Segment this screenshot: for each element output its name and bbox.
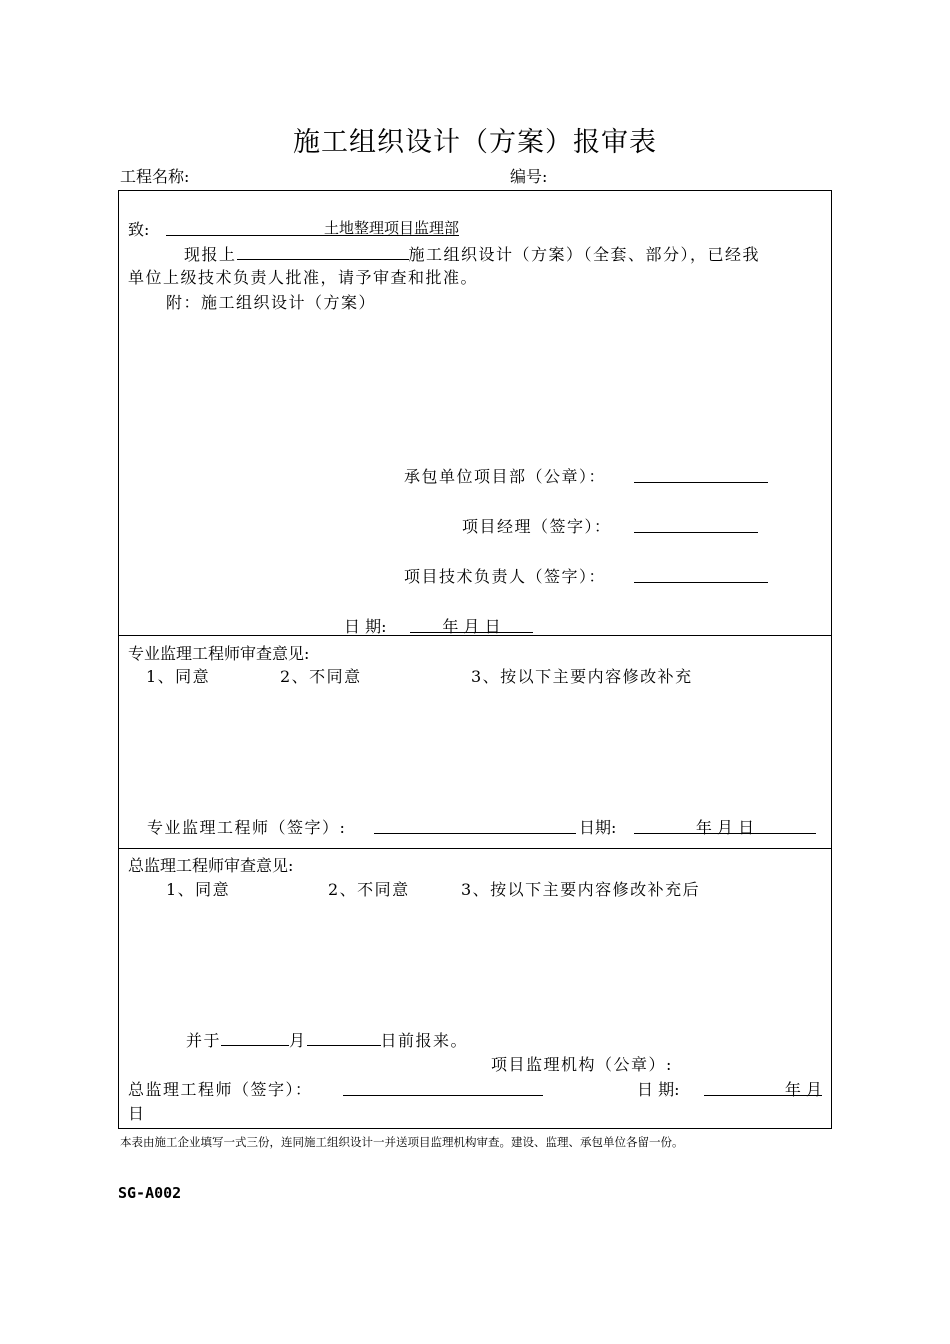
- submit-line-1: [184, 241, 760, 265]
- to-label: 致:: [128, 220, 150, 239]
- project-name-label: 工程名称:: [120, 167, 190, 186]
- to-value: 土地整理项目监理部: [323, 219, 459, 237]
- deadline-prefix: 并于: [186, 1031, 222, 1050]
- contractor-seal-label: 承包单位项目部（公章）：: [404, 467, 607, 486]
- attachment-line: 附：施工组织设计（方案）: [166, 293, 377, 312]
- chief-sign-label: 总监理工程师（签字）：: [128, 1080, 313, 1099]
- submit-prefix: 现报上: [184, 245, 237, 264]
- engineer-sign-label: 专业监理工程师（签字）:: [147, 818, 347, 837]
- page-title: 施工组织设计（方案）报审表: [293, 127, 657, 158]
- chief-date-label: 日 期:: [637, 1080, 680, 1099]
- engineer-date-field[interactable]: [634, 815, 816, 837]
- chief-sign-field[interactable]: [343, 1077, 543, 1100]
- deadline-day-field[interactable]: [307, 1027, 381, 1046]
- engineer-option-revise[interactable]: 3、按以下主要内容修改补充: [471, 667, 693, 686]
- chief-date-field[interactable]: [704, 1077, 822, 1099]
- deadline-month-label: 月: [289, 1031, 307, 1050]
- deadline-month-field[interactable]: [221, 1027, 289, 1046]
- to-field[interactable]: [166, 217, 459, 237]
- engineer-date-value: 年 月 日: [695, 818, 755, 837]
- chief-date-day: 日: [128, 1104, 145, 1123]
- engineer-option-disagree[interactable]: 2、不同意: [280, 667, 362, 686]
- contractor-seal-field[interactable]: [634, 464, 768, 487]
- date-field[interactable]: [410, 614, 533, 636]
- deadline-line: [186, 1027, 468, 1051]
- supervision-org-seal-label: 项目监理机构（公章）:: [491, 1055, 673, 1074]
- form-code: SG-A002: [118, 1184, 182, 1202]
- chief-review-heading: 总监理工程师审查意见:: [128, 856, 294, 875]
- tech-sign-field[interactable]: [634, 564, 768, 587]
- deadline-suffix: 日前报来。: [380, 1031, 469, 1050]
- date-value: 年 月 日: [442, 617, 501, 636]
- plan-name-field[interactable]: [237, 241, 409, 260]
- chief-option-agree[interactable]: 1、同意: [166, 880, 231, 899]
- footer-note: 本表由施工企业填写一式三份，连同施工组织设计一并送项目监理机构审查。建设、监理、承包单位各留一份。: [120, 1135, 684, 1149]
- engineer-date-label: 日期:: [579, 818, 617, 837]
- engineer-sign-field[interactable]: [374, 815, 576, 838]
- date-label: 日 期:: [344, 617, 387, 636]
- number-label: 编号:: [510, 167, 548, 186]
- pm-sign-label: 项目经理（签字）：: [462, 517, 612, 536]
- tech-sign-label: 项目技术负责人（签字）：: [404, 567, 607, 586]
- chief-option-disagree[interactable]: 2、不同意: [328, 880, 410, 899]
- submit-line-2: 单位上级技术负责人批准，请予审查和批准。: [128, 268, 479, 287]
- pm-sign-field[interactable]: [634, 514, 758, 537]
- chief-option-revise[interactable]: 3、按以下主要内容修改补充后: [461, 880, 701, 899]
- engineer-option-agree[interactable]: 1、同意: [146, 667, 211, 686]
- chief-date-value: 年 月: [784, 1080, 822, 1099]
- engineer-review-heading: 专业监理工程师审查意见:: [128, 644, 310, 663]
- submit-suffix: 施工组织设计（方案）（全套、部分），已经我: [408, 245, 761, 264]
